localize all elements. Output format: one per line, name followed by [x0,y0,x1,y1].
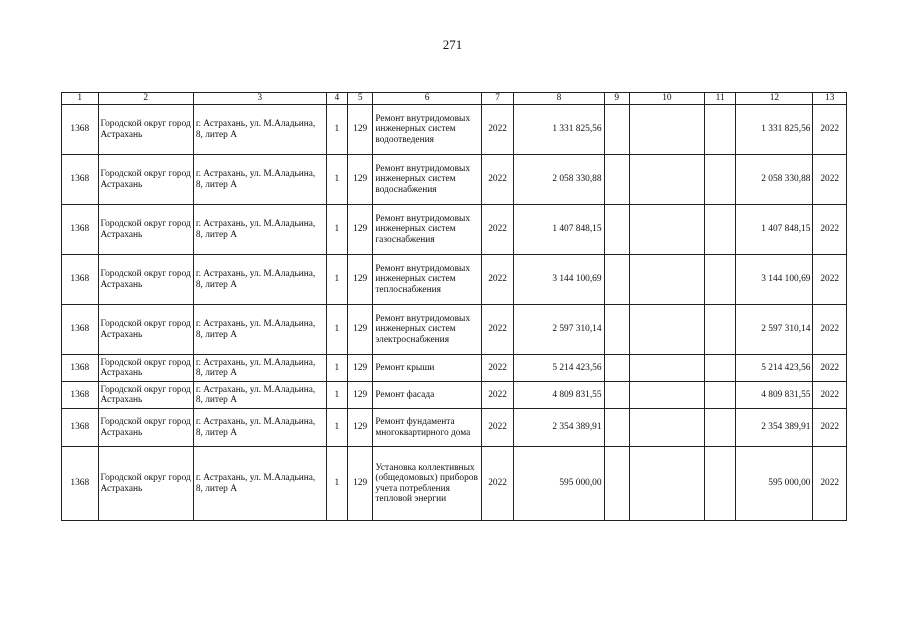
col-9-value [604,105,629,155]
col-5-value: 129 [347,382,372,409]
address: г. Астрахань, ул. М.Аладьина, 8, литер А [193,305,326,355]
col-10-value [629,447,704,521]
row-id: 1368 [62,155,99,205]
municipality: Городской округ город Астрахань [98,205,193,255]
table-row [62,382,847,409]
capital-repair-table [61,92,847,521]
col-10-value [629,305,704,355]
total: 1 331 825,56 [736,105,813,155]
column-number: 6 [373,93,482,105]
col-10-value [629,105,704,155]
year: 2022 [481,382,513,409]
column-number: 7 [481,93,513,105]
column-number: 13 [813,93,847,105]
end-year: 2022 [813,255,847,305]
col-11-value [704,205,735,255]
col-11-value [704,155,735,205]
row-id: 1368 [62,447,99,521]
col-10-value [629,409,704,447]
col-4-value: 1 [326,105,347,155]
col-11-value [704,382,735,409]
col-9-value [604,255,629,305]
end-year: 2022 [813,355,847,382]
col-5-value: 129 [347,155,372,205]
end-year: 2022 [813,105,847,155]
col-5-value: 129 [347,105,372,155]
cost: 2 597 310,14 [514,305,604,355]
municipality: Городской округ город Астрахань [98,409,193,447]
page-number: 271 [442,37,463,52]
year: 2022 [481,305,513,355]
row-id: 1368 [62,409,99,447]
col-4-value: 1 [326,155,347,205]
row-id: 1368 [62,382,99,409]
col-9-value [604,205,629,255]
cost: 2 058 330,88 [514,155,604,205]
address: г. Астрахань, ул. М.Аладьина, 8, литер А [193,447,326,521]
end-year: 2022 [813,409,847,447]
address: г. Астрахань, ул. М.Аладьина, 8, литер А [193,105,326,155]
col-11-value [704,409,735,447]
table-row [62,255,847,305]
municipality: Городской округ город Астрахань [98,105,193,155]
cost: 4 809 831,55 [514,382,604,409]
column-number: 10 [629,93,704,105]
col-5-value: 129 [347,409,372,447]
col-9-value [604,447,629,521]
address: г. Астрахань, ул. М.Аладьина, 8, литер А [193,155,326,205]
col-11-value [704,355,735,382]
col-11-value [704,305,735,355]
municipality: Городской округ город Астрахань [98,255,193,305]
col-4-value: 1 [326,409,347,447]
end-year: 2022 [813,447,847,521]
col-4-value: 1 [326,355,347,382]
col-9-value [604,305,629,355]
table-row [62,305,847,355]
column-number: 3 [193,93,326,105]
col-5-value: 129 [347,205,372,255]
end-year: 2022 [813,205,847,255]
year: 2022 [481,447,513,521]
address: г. Астрахань, ул. М.Аладьина, 8, литер А [193,205,326,255]
total: 595 000,00 [736,447,813,521]
work-type: Установка коллективных (общедомовых) приборов учета потребления тепловой энергии [373,447,482,521]
end-year: 2022 [813,155,847,205]
year: 2022 [481,205,513,255]
col-4-value: 1 [326,255,347,305]
col-11-value [704,105,735,155]
col-10-value [629,255,704,305]
work-type: Ремонт внутридомовых инженерных систем водоотведения [373,105,482,155]
col-9-value [604,409,629,447]
column-number: 8 [514,93,604,105]
table-row [62,409,847,447]
year: 2022 [481,409,513,447]
total: 2 058 330,88 [736,155,813,205]
work-type: Ремонт внутридомовых инженерных систем газоснабжения [373,205,482,255]
work-type: Ремонт фундамента многоквартирного дома [373,409,482,447]
column-number: 12 [736,93,813,105]
row-id: 1368 [62,355,99,382]
total: 3 144 100,69 [736,255,813,305]
cost: 3 144 100,69 [514,255,604,305]
col-9-value [604,382,629,409]
work-type: Ремонт крыши [373,355,482,382]
cost: 2 354 389,91 [514,409,604,447]
col-5-value: 129 [347,305,372,355]
column-number: 9 [604,93,629,105]
column-number: 5 [347,93,372,105]
work-type: Ремонт внутридомовых инженерных систем теплоснабжения [373,255,482,305]
col-11-value [704,255,735,305]
col-10-value [629,355,704,382]
address: г. Астрахань, ул. М.Аладьина, 8, литер А [193,255,326,305]
table-row [62,155,847,205]
col-10-value [629,382,704,409]
row-id: 1368 [62,255,99,305]
year: 2022 [481,355,513,382]
year: 2022 [481,105,513,155]
row-id: 1368 [62,205,99,255]
col-4-value: 1 [326,305,347,355]
col-5-value: 129 [347,447,372,521]
address: г. Астрахань, ул. М.Аладьина, 8, литер А [193,409,326,447]
municipality: Городской округ город Астрахань [98,447,193,521]
col-5-value: 129 [347,355,372,382]
col-4-value: 1 [326,205,347,255]
col-4-value: 1 [326,382,347,409]
municipality: Городской округ город Астрахань [98,355,193,382]
work-type: Ремонт фасада [373,382,482,409]
cost: 5 214 423,56 [514,355,604,382]
column-number: 1 [62,93,99,105]
table-row [62,355,847,382]
col-9-value [604,355,629,382]
municipality: Городской округ город Астрахань [98,305,193,355]
year: 2022 [481,255,513,305]
cost: 595 000,00 [514,447,604,521]
col-11-value [704,447,735,521]
address: г. Астрахань, ул. М.Аладьина, 8, литер А [193,355,326,382]
col-10-value [629,155,704,205]
work-type: Ремонт внутридомовых инженерных систем водоснабжения [373,155,482,205]
column-number-row [62,93,847,105]
total: 2 597 310,14 [736,305,813,355]
total: 4 809 831,55 [736,382,813,409]
col-10-value [629,205,704,255]
column-number: 11 [704,93,735,105]
total: 2 354 389,91 [736,409,813,447]
cost: 1 407 848,15 [514,205,604,255]
column-number: 2 [98,93,193,105]
cost: 1 331 825,56 [514,105,604,155]
address: г. Астрахань, ул. М.Аладьина, 8, литер А [193,382,326,409]
table-row [62,105,847,155]
work-type: Ремонт внутридомовых инженерных систем электроснабжения [373,305,482,355]
total: 1 407 848,15 [736,205,813,255]
table-row [62,205,847,255]
total: 5 214 423,56 [736,355,813,382]
row-id: 1368 [62,305,99,355]
year: 2022 [481,155,513,205]
end-year: 2022 [813,305,847,355]
col-4-value: 1 [326,447,347,521]
col-9-value [604,155,629,205]
table-row [62,447,847,521]
municipality: Городской округ город Астрахань [98,382,193,409]
col-5-value: 129 [347,255,372,305]
column-number: 4 [326,93,347,105]
municipality: Городской округ город Астрахань [98,155,193,205]
end-year: 2022 [813,382,847,409]
row-id: 1368 [62,105,99,155]
